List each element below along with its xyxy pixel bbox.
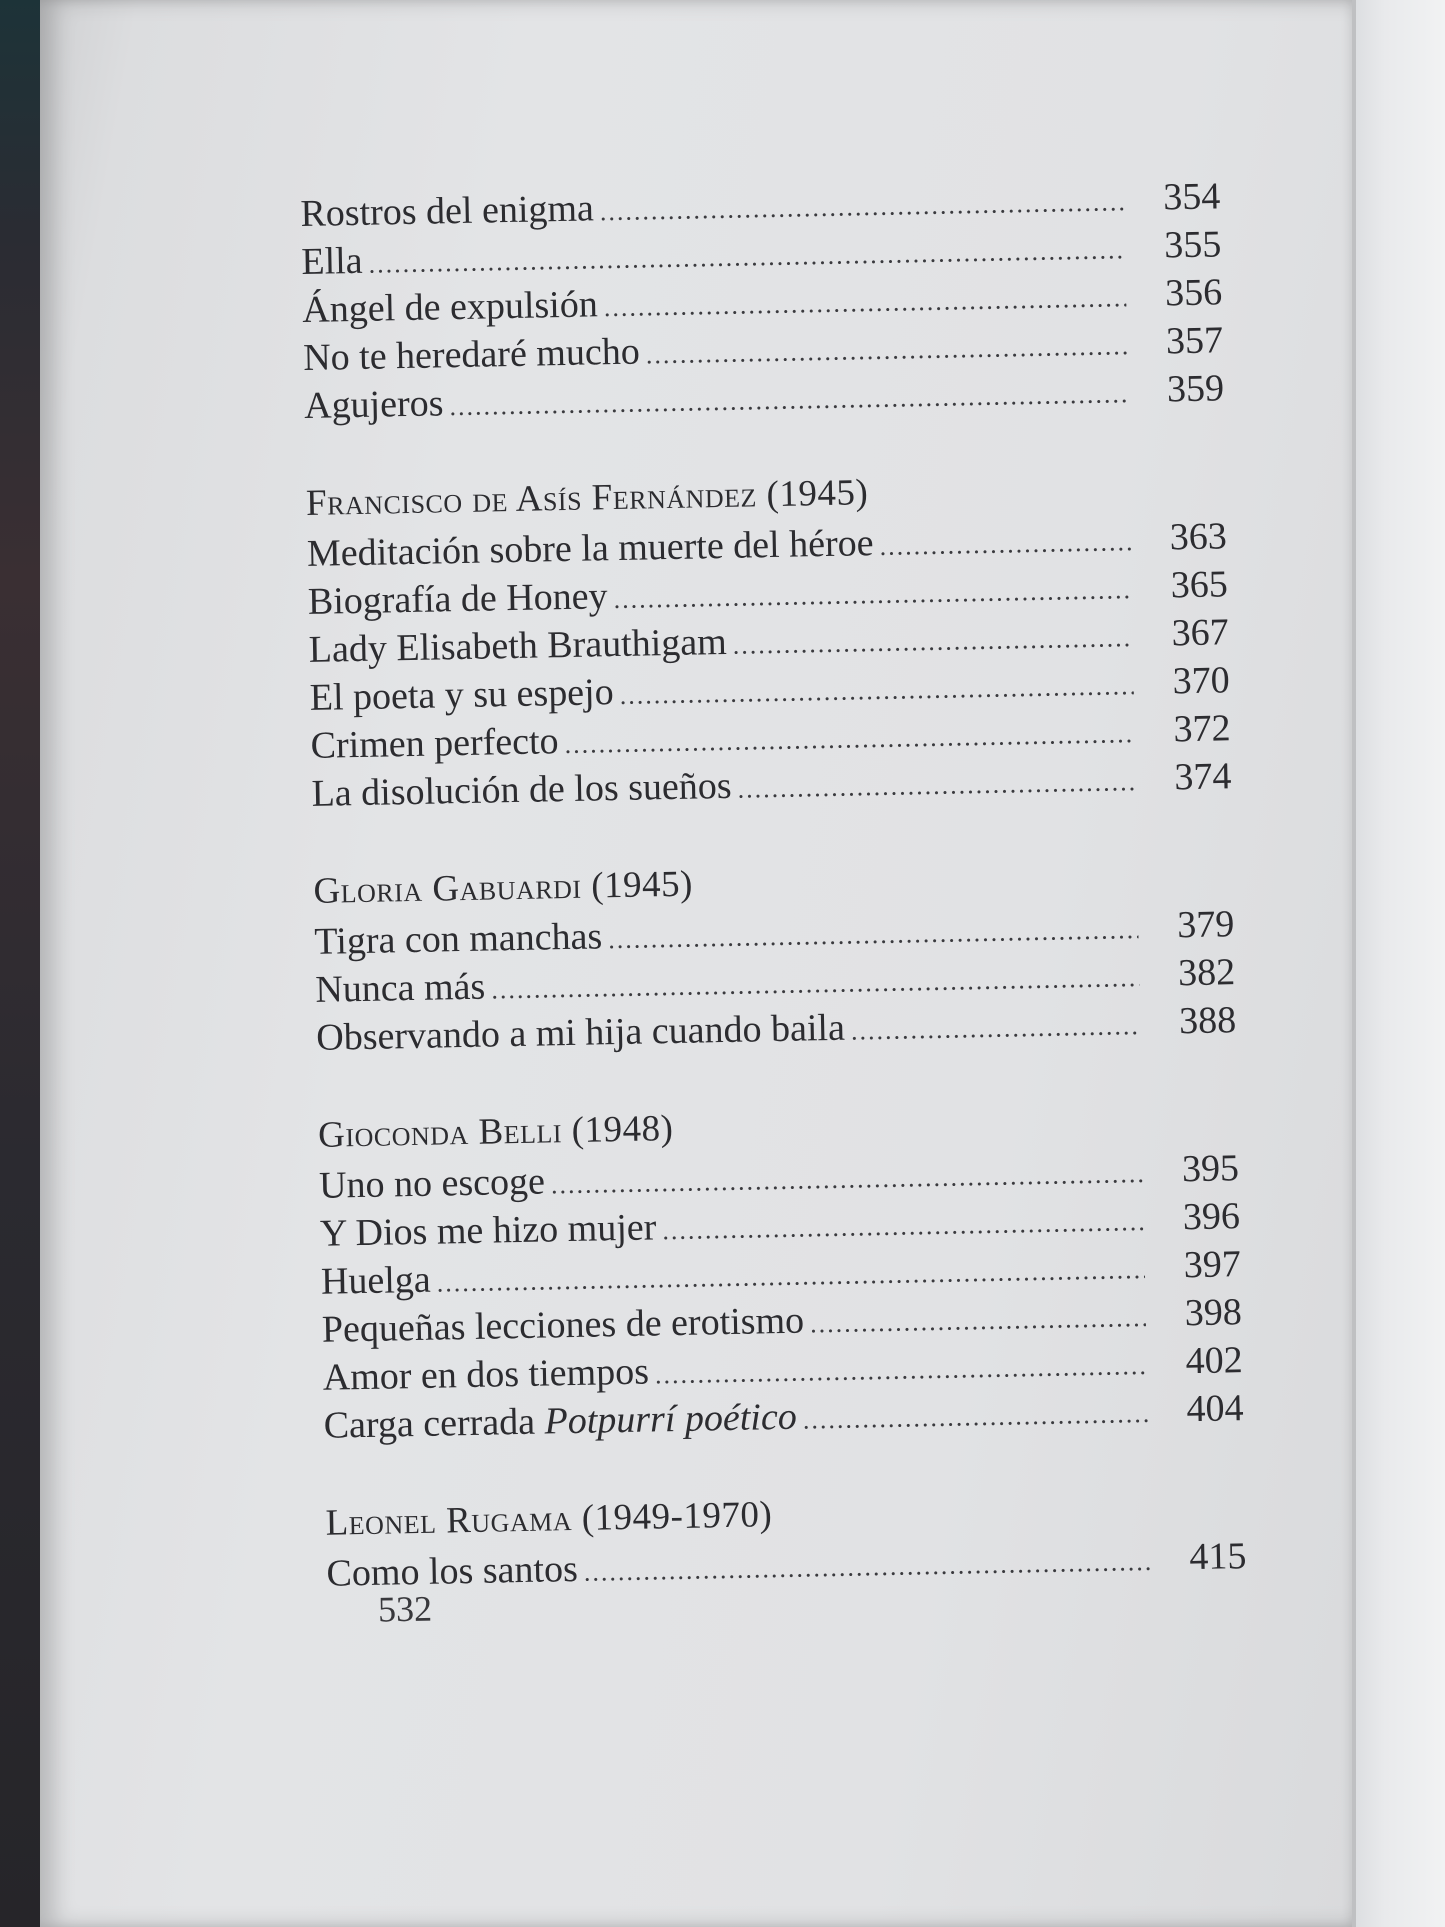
entry-title — [321, 1256, 438, 1306]
entry-page-number: 355 — [1163, 223, 1222, 267]
entry-page-number: 370 — [1172, 659, 1230, 703]
dot-leader — [810, 1294, 1147, 1348]
entry-title — [322, 1347, 655, 1401]
entry-page-number: 415 — [1189, 1535, 1247, 1579]
entry-title — [307, 572, 614, 626]
toc-section — [300, 172, 1224, 430]
author-heading: Leonel Rugama (1949-1970) — [325, 1494, 773, 1544]
entry-title — [303, 327, 646, 382]
entry-title-text: Carga cerrada — [323, 1400, 536, 1447]
entry-page-number: 404 — [1186, 1387, 1244, 1431]
entry-page-number: 402 — [1185, 1339, 1244, 1383]
table-of-contents — [300, 172, 1248, 1645]
entry-page-number: 365 — [1170, 563, 1229, 607]
entry-title — [301, 237, 369, 286]
author-heading: Gloria Gabuardi (1945) — [313, 863, 694, 912]
entry-title-text: Tigra con manchas — [314, 915, 603, 963]
entry-title-text: Pequeñas lecciones de erotismo — [321, 1299, 805, 1351]
dot-leader — [879, 518, 1131, 571]
entry-page-number: 398 — [1184, 1291, 1243, 1335]
entry-title-text: Ella — [300, 239, 363, 283]
entry-title-text: Huelga — [320, 1258, 432, 1303]
entry-title — [321, 1296, 810, 1353]
entry-title — [302, 280, 604, 334]
entry-title — [304, 379, 450, 430]
entry-page-number: 354 — [1162, 175, 1221, 219]
toc-section — [306, 460, 1232, 818]
entry-title-text: Uno no escoge — [318, 1160, 546, 1207]
entry-page-number: 388 — [1178, 999, 1237, 1043]
entry-title-text: El poeta y su espejo — [309, 671, 615, 719]
entry-title — [319, 1157, 552, 1209]
entry-title-text: Nunca más — [314, 965, 486, 1011]
author-heading: Gioconda Belli (1948) — [317, 1108, 674, 1156]
entry-page-number: 396 — [1182, 1195, 1241, 1239]
dot-leader — [850, 1002, 1140, 1056]
entry-title-text: Meditación sobre la muerte del héroe — [306, 522, 874, 575]
entry-page-number: 382 — [1177, 951, 1236, 995]
entry-title — [300, 184, 600, 238]
entry-title — [326, 1545, 584, 1598]
entry-title — [315, 962, 492, 1013]
dot-leader — [737, 758, 1136, 814]
entry-title-text: Biografía de Honey — [307, 575, 608, 623]
entry-page-number: 374 — [1174, 755, 1232, 799]
entry-title-text: No te heredaré mucho — [302, 330, 641, 379]
toc-section — [318, 1092, 1244, 1450]
entry-page-number: 356 — [1164, 271, 1223, 315]
page-number: 532 — [377, 1588, 433, 1630]
entry-title-italic: Potpurrí poético — [544, 1395, 798, 1443]
author-heading: Francisco de Asís Fernández (1945) — [305, 472, 869, 524]
entry-title — [310, 717, 565, 770]
entry-title-text: Amor en dos tiempos — [322, 1350, 650, 1399]
background-right — [1345, 0, 1445, 1927]
entry-page-number: 395 — [1181, 1147, 1240, 1191]
entry-title-text: Ángel de expulsión — [301, 283, 599, 331]
dot-leader — [449, 370, 1128, 431]
entry-title-text: Crimen perfecto — [310, 720, 559, 767]
entry-page-number: 359 — [1166, 367, 1225, 411]
entry-title-text: Lady Elisabeth Brauthigam — [308, 620, 728, 671]
dot-leader — [732, 614, 1133, 670]
entry-page-number: 367 — [1171, 611, 1230, 655]
entry-title-text: Como los santos — [326, 1547, 579, 1595]
entry-title-text: Observando a mi hija cuando baila — [315, 1006, 846, 1059]
entry-title — [320, 1203, 663, 1258]
toc-section — [325, 1480, 1247, 1598]
entry-title — [309, 668, 620, 722]
entry-page-number: 397 — [1183, 1243, 1242, 1287]
entry-page-number: 363 — [1169, 515, 1228, 559]
toc-section — [313, 848, 1237, 1062]
page-edge — [1352, 0, 1356, 1927]
entry-title-text: Agujeros — [303, 382, 444, 427]
entry-title-text: Y Dios me hizo mujer — [319, 1206, 657, 1255]
dot-leader — [802, 1390, 1148, 1445]
entry-title-text: Rostros del enigma — [300, 187, 595, 235]
entry-page-number: 372 — [1173, 707, 1231, 751]
entry-page-number: 357 — [1165, 319, 1224, 363]
entry-title — [316, 1004, 851, 1062]
dot-leader — [583, 1538, 1151, 1597]
entry-title — [323, 1393, 803, 1450]
entry-title — [308, 618, 733, 674]
entry-page-number: 379 — [1176, 903, 1235, 947]
entry-title — [314, 912, 609, 966]
entry-title-text: La disolución de los sueños — [311, 764, 732, 815]
entry-title — [311, 762, 738, 818]
